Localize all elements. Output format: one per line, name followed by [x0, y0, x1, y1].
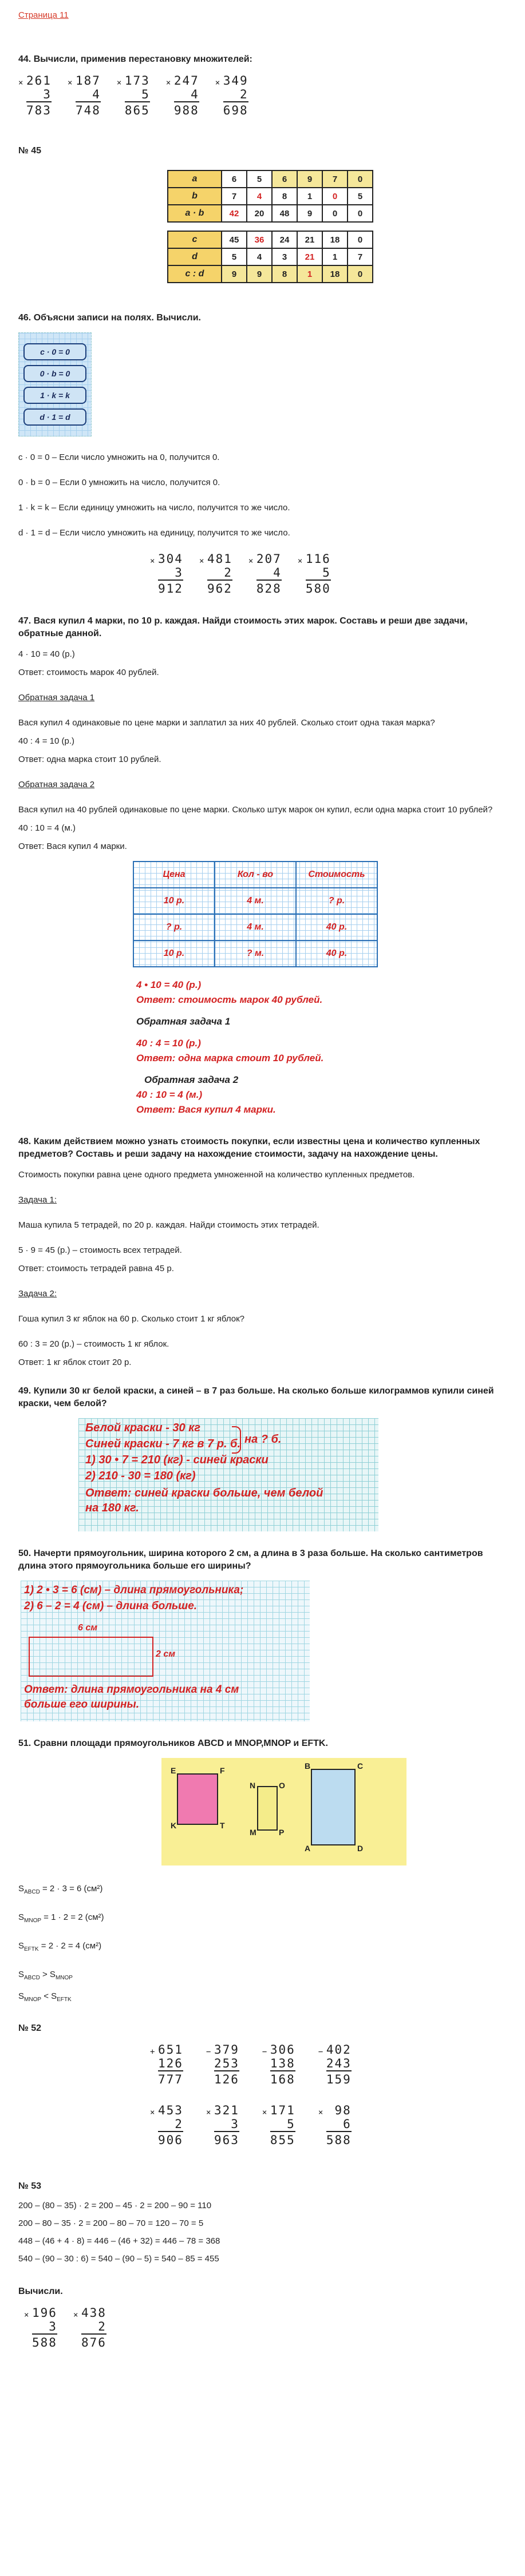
- table-cell: 6: [272, 170, 297, 188]
- column-operation: [73, 2306, 106, 2349]
- area-line: $S_{MNOP} = 1 \cdot 2 = 2$ (см²): [18, 1912, 104, 1924]
- table-cell: 20: [247, 205, 272, 222]
- column-operation: [68, 74, 101, 117]
- text-line: 1 · k = k – Если единицу умножить на число, получится то же число.: [18, 503, 290, 513]
- calc-line: 540 – (90 – 30 : 6) = 540 – (90 – 5) = 540 – 85 = 455: [18, 2254, 219, 2264]
- task-52-title: № 52: [18, 2023, 42, 2033]
- handwritten-line: 2) 210 - 30 = 180 (кг): [85, 1470, 196, 1482]
- operand-top: 438: [81, 2306, 106, 2320]
- column-operation: [24, 2306, 57, 2349]
- operation-sign: ×: [73, 2311, 78, 2320]
- task-44-title: 44. Вычисли, применив перестановку множителей:: [18, 54, 252, 64]
- rectangle-mnop: [258, 1787, 277, 1830]
- operation-result: 962: [207, 582, 232, 596]
- text-line: Стоимость покупки равна цене одного предмета умноженной на количество купленных предметов.: [18, 1170, 415, 1180]
- operand-bottom: 5: [125, 88, 150, 102]
- calc-line: 200 – (80 – 35) · 2 = 200 – 45 · 2 = 200 – 90 = 110: [18, 2201, 212, 2210]
- operand-bottom: 2: [223, 88, 248, 102]
- vertex-label: B: [305, 1761, 311, 1771]
- operation-result: 698: [223, 104, 248, 117]
- table-cell: 45: [222, 231, 247, 248]
- task-45-table-2: [167, 231, 373, 283]
- text-line: Маша купила 5 тетрадей, по 20 р. каждая. Найди стоимость этих тетрадей.: [18, 1220, 319, 1230]
- table-cell: ? м.: [215, 940, 296, 967]
- table-cell: ? р.: [133, 914, 215, 940]
- operation-result: 988: [173, 104, 199, 117]
- column-operation: [150, 552, 183, 596]
- table-row: [168, 265, 373, 283]
- brace-mark: [232, 1426, 241, 1454]
- operand-bottom: 253: [214, 2057, 239, 2070]
- column-operation: [262, 2043, 295, 2086]
- operand-top: 187: [75, 74, 101, 88]
- operand-bottom: 3: [158, 566, 183, 581]
- column-operation: [298, 552, 331, 596]
- operand-top: 116: [305, 552, 331, 566]
- operand-top: 321: [214, 2103, 239, 2117]
- table-cell: ? р.: [296, 888, 377, 914]
- table-cell: 0: [348, 231, 373, 248]
- column-operation: [150, 2103, 183, 2147]
- subheading: Обратная задача 1: [18, 693, 95, 702]
- vertex-label: K: [171, 1821, 177, 1830]
- operand-top: 98: [334, 2103, 352, 2117]
- operation-sign: ×: [24, 2311, 29, 2320]
- operand-bottom: 4: [256, 566, 282, 581]
- operand-top: 247: [173, 74, 199, 88]
- operand-top: 453: [158, 2103, 183, 2117]
- task-46-margin-notes: [18, 332, 92, 436]
- vertex-label: E: [171, 1766, 176, 1775]
- table-cell: 9: [297, 205, 322, 222]
- text-line: 40 : 4 = 10 (р.): [18, 736, 74, 746]
- table-row: [133, 862, 377, 888]
- table-cell: 1: [297, 188, 322, 205]
- margin-note: d · 1 = d: [23, 408, 86, 426]
- column-header: Цена: [133, 862, 215, 888]
- margin-note: 0 · b = 0: [23, 365, 86, 382]
- task-48-title: 48. Каким действием можно узнать стоимость покупки, если известны цена и количество купленных предметов? Составь и реши задачу на нахождение стоимости, задачу на нахождение цены.: [18, 1137, 480, 1159]
- operation-result: 159: [326, 2073, 352, 2086]
- table-cell: 40 р.: [296, 914, 377, 940]
- table-cell: 4 м.: [215, 888, 296, 914]
- operand-bottom: 3: [32, 2320, 57, 2335]
- operation-sign: +: [150, 2047, 155, 2057]
- operand-bottom: 126: [158, 2057, 183, 2070]
- operand-top: 481: [207, 552, 232, 566]
- table-cell: 18: [322, 265, 348, 283]
- rectangle-width-label: 2 см: [156, 1649, 176, 1659]
- operand-top: 207: [256, 552, 282, 566]
- table-cell: 0: [322, 205, 348, 222]
- text-line: Гоша купил 3 кг яблок на 60 р. Сколько стоит 1 кг яблок?: [18, 1314, 244, 1324]
- rectangle-eftk: [177, 1774, 218, 1824]
- operand-top: 349: [223, 74, 248, 88]
- row-header: d: [168, 248, 222, 265]
- task-47-table: [133, 861, 378, 967]
- table-cell: 3: [272, 248, 297, 265]
- compare-line: $S_{MNOP} < S_{EFTK}$: [18, 1991, 72, 2003]
- text-line: Ответ: 1 кг яблок стоит 20 р.: [18, 1358, 132, 1367]
- column-operation: [117, 74, 150, 117]
- table-cell: 7: [322, 170, 348, 188]
- table-cell: 21: [297, 248, 322, 265]
- task-46-title: 46. Объясни записи на полях. Вычисли.: [18, 313, 201, 323]
- table-cell: 0: [348, 205, 373, 222]
- table-cell: 8: [272, 265, 297, 283]
- operand-bottom: 2: [81, 2320, 106, 2335]
- operation-result: 912: [158, 582, 183, 596]
- subheading: Задача 1:: [18, 1195, 57, 1205]
- operation-result: 580: [305, 582, 331, 596]
- vertex-label: C: [357, 1761, 364, 1771]
- operation-result: 855: [270, 2133, 295, 2147]
- operand-top: 173: [124, 74, 150, 88]
- operation-sign: ×: [116, 78, 122, 88]
- operation-sign: ×: [206, 2108, 211, 2117]
- task-52-row-1: [150, 2043, 507, 2086]
- operand-top: 304: [158, 552, 183, 566]
- table-cell: 10 р.: [133, 888, 215, 914]
- row-header: a: [168, 170, 222, 188]
- rectangle-abcd: [311, 1769, 355, 1845]
- task-46-columns: [150, 552, 507, 596]
- operand-top: 196: [32, 2306, 57, 2320]
- operation-result: 777: [158, 2073, 183, 2086]
- operand-bottom: 6: [326, 2117, 352, 2132]
- operation-sign: ×: [318, 2108, 323, 2117]
- operand-top: 171: [270, 2103, 295, 2117]
- handwritten-line: Обратная задача 2: [144, 1074, 239, 1085]
- column-header: Кол - во: [215, 862, 296, 888]
- table-cell: 1: [297, 265, 322, 283]
- rectangle-length-label: 6 см: [78, 1623, 98, 1633]
- vertex-label: F: [220, 1766, 225, 1775]
- row-header: c: [168, 231, 222, 248]
- table-row: [133, 888, 377, 914]
- text-line: Ответ: Вася купил 4 марки.: [18, 842, 127, 851]
- handwritten-line: больше его ширины.: [24, 1698, 140, 1710]
- operation-result: 588: [326, 2133, 352, 2147]
- table-cell: 7: [222, 188, 247, 205]
- handwritten-line: Белой краски - 30 кг: [85, 1422, 201, 1434]
- table-row: [168, 248, 373, 265]
- question-mark-label: на ? б.: [244, 1433, 282, 1446]
- text-line: 4 · 10 = 40 (р.): [18, 649, 75, 659]
- column-operation: [318, 2103, 352, 2147]
- handwritten-line: 4 • 10 = 40 (р.): [136, 979, 202, 990]
- area-line: $S_{EFTK} = 2 \cdot 2 = 4$ (см²): [18, 1941, 102, 1952]
- table-cell: 4: [247, 248, 272, 265]
- table-cell: 5: [222, 248, 247, 265]
- calc-line: 448 – (46 + 4 · 8) = 446 – (46 + 32) = 446 – 78 = 368: [18, 2236, 220, 2246]
- table-row: [133, 914, 377, 940]
- row-header: a · b: [168, 205, 222, 222]
- task-53-title: № 53: [18, 2181, 42, 2191]
- handwritten-line: на 180 кг.: [85, 1502, 139, 1514]
- column-operation: [262, 2103, 295, 2147]
- operation-result: 906: [158, 2133, 183, 2147]
- operand-top: 261: [26, 74, 52, 88]
- table-cell: 0: [348, 170, 373, 188]
- handwritten-line: 2) 6 – 2 = 4 (см) – длина больше.: [24, 1600, 198, 1612]
- area-line: $S_{ABCD} = 2 \cdot 3 = 6$ (см²): [18, 1884, 103, 1895]
- text-line: Ответ: стоимость марок 40 рублей.: [18, 668, 159, 677]
- task-44-columns: [18, 74, 507, 117]
- operation-sign: ×: [150, 557, 155, 566]
- handwritten-line: Ответ: стоимость марок 40 рублей.: [136, 994, 323, 1005]
- text-line: Ответ: стоимость тетрадей равна 45 р.: [18, 1264, 174, 1273]
- handwritten-line: Обратная задача 1: [136, 1016, 231, 1027]
- operand-bottom: 3: [214, 2117, 239, 2132]
- operand-bottom: 243: [326, 2057, 352, 2070]
- operand-bottom: 5: [270, 2117, 295, 2132]
- calc-line: 200 – 80 – 35 · 2 = 200 – 80 – 70 = 120 – 70 = 5: [18, 2218, 204, 2228]
- operand-bottom: 2: [158, 2117, 183, 2132]
- handwritten-line: Ответ: Вася купил 4 марки.: [136, 1104, 276, 1115]
- text-line: Вася купил 4 одинаковые по цене марки и заплатил за них 40 рублей. Сколько стоит одна такая марка?: [18, 718, 435, 728]
- column-operation: [150, 2043, 183, 2086]
- task-49-notebook-image: [78, 1418, 378, 1531]
- table-cell: 4 м.: [215, 914, 296, 940]
- operand-top: 402: [326, 2043, 352, 2057]
- operand-top: 651: [158, 2043, 183, 2057]
- row-header: b: [168, 188, 222, 205]
- operation-sign: ×: [297, 557, 303, 566]
- vertex-label: A: [305, 1844, 311, 1853]
- table-cell: 0: [348, 265, 373, 283]
- subheading: Обратная задача 2: [18, 780, 95, 789]
- table-row: [168, 170, 373, 188]
- column-operation: [166, 74, 199, 117]
- table-cell: 9: [247, 265, 272, 283]
- table-cell: 36: [247, 231, 272, 248]
- table-cell: 6: [222, 170, 247, 188]
- operation-sign: −: [262, 2047, 267, 2057]
- row-header: c : d: [168, 265, 222, 283]
- text-line: Вася купил на 40 рублей одинаковые по цене марки. Сколько штук марок он купил, если одна марка стоит 10 рублей?: [18, 805, 493, 815]
- operand-bottom: 5: [306, 566, 331, 581]
- operation-sign: ×: [262, 2108, 267, 2117]
- task-45-title: № 45: [18, 146, 42, 156]
- column-header: Стоимость: [296, 862, 377, 888]
- handwritten-line: 1) 2 • 3 = 6 (см) – длина прямоугольника;: [24, 1584, 244, 1596]
- table-cell: 8: [272, 188, 297, 205]
- operation-sign: ×: [215, 78, 220, 88]
- operation-sign: ×: [248, 557, 254, 566]
- task-45-table-1: [167, 170, 373, 223]
- task-47-title: 47. Вася купил 4 марки, по 10 р. каждая. Найди стоимость этих марок. Составь и реши две задачи, обратные данной.: [18, 616, 468, 638]
- table-cell: 9: [297, 170, 322, 188]
- table-cell: 10 р.: [133, 940, 215, 967]
- table-cell: 42: [222, 205, 247, 222]
- operation-sign: ×: [165, 78, 171, 88]
- operand-bottom: 3: [26, 88, 52, 102]
- task-52-row-2: [150, 2103, 507, 2147]
- operand-bottom: 4: [76, 88, 101, 102]
- handwritten-line: Ответ: одна марка стоит 10 рублей.: [136, 1053, 324, 1063]
- operand-bottom: 4: [174, 88, 199, 102]
- operation-result: 748: [75, 104, 101, 117]
- text-line: 0 · b = 0 – Если 0 умножить на число, получится 0.: [18, 478, 220, 487]
- text-line: 40 : 10 = 4 (м.): [18, 823, 76, 833]
- operation-sign: ×: [18, 78, 23, 88]
- operation-result: 783: [26, 104, 52, 117]
- task-final-title: Вычисли.: [18, 2287, 63, 2296]
- text-line: 60 : 3 = 20 (р.) – стоимость 1 кг яблок.: [18, 1339, 169, 1349]
- operand-top: 306: [270, 2043, 295, 2057]
- table-cell: 48: [272, 205, 297, 222]
- table-row: [168, 188, 373, 205]
- vertex-label: P: [279, 1828, 285, 1837]
- table-cell: 5: [247, 170, 272, 188]
- table-row: [133, 940, 377, 967]
- task-49-title: 49. Купили 30 кг белой краски, а синей – в 7 раз больше. На сколько больше килограммов купили синей краски, чем белой?: [18, 1386, 494, 1408]
- column-operation: [318, 2043, 352, 2086]
- task-final-columns: [24, 2306, 507, 2349]
- text-line: d · 1 = d – Если число умножить на единицу, получится то же число.: [18, 528, 290, 538]
- column-operation: [248, 552, 282, 596]
- table-row: [168, 231, 373, 248]
- page-link[interactable]: Страница 11: [18, 10, 69, 20]
- table-cell: 40 р.: [296, 940, 377, 967]
- operand-top: 379: [214, 2043, 239, 2057]
- table-cell: 7: [348, 248, 373, 265]
- handwritten-line: 1) 30 • 7 = 210 (кг) - синей краски: [85, 1454, 269, 1466]
- task-50-notebook-image: [21, 1581, 310, 1721]
- column-operation: [199, 552, 232, 596]
- column-operation: [18, 74, 52, 117]
- operation-result: 168: [270, 2073, 295, 2086]
- table-cell: 5: [348, 188, 373, 205]
- vertex-label: M: [250, 1828, 256, 1837]
- vertex-label: D: [357, 1844, 364, 1853]
- handwritten-line: Ответ: длина прямоугольника на 4 см: [24, 1684, 239, 1696]
- table-cell: 24: [272, 231, 297, 248]
- vertex-label: O: [279, 1781, 285, 1790]
- text-line: c · 0 = 0 – Если число умножить на 0, получится 0.: [18, 453, 220, 462]
- task-50-title: 50. Начерти прямоугольник, ширина которого 2 см, а длина в 3 раза больше. На сколько сантиметров длина этого прямоугольника больше его ширины?: [18, 1549, 483, 1571]
- compare-line: $S_{ABCD} > S_{MNOP}$: [18, 1970, 73, 1981]
- operation-result: 876: [81, 2336, 106, 2349]
- column-operation: [215, 74, 248, 117]
- table-cell: 9: [222, 265, 247, 283]
- operation-result: 588: [32, 2336, 57, 2349]
- task-51-title: 51. Сравни площади прямоугольников ABCD и MNOP,MNOP и EFTK.: [18, 1738, 328, 1748]
- task-51-rectangles-figure: [161, 1758, 406, 1865]
- text-line: Ответ: одна марка стоит 10 рублей.: [18, 755, 161, 764]
- drawn-rectangle: [29, 1637, 153, 1677]
- margin-note: c · 0 = 0: [23, 343, 86, 360]
- subheading: Задача 2:: [18, 1289, 57, 1299]
- operation-result: 828: [256, 582, 282, 596]
- table-cell: 4: [247, 188, 272, 205]
- column-operation: [206, 2103, 239, 2147]
- operand-bottom: 2: [207, 566, 232, 581]
- margin-note: 1 · k = k: [23, 387, 86, 404]
- handwritten-line: 40 : 10 = 4 (м.): [136, 1089, 203, 1100]
- text-line: 5 · 9 = 45 (р.) – стоимость всех тетрадей.: [18, 1245, 182, 1255]
- table-cell: 0: [322, 188, 348, 205]
- handwritten-line: Ответ: синей краски больше, чем белой: [85, 1487, 323, 1499]
- operation-sign: ×: [150, 2108, 155, 2117]
- operation-result: 865: [124, 104, 150, 117]
- vertex-label: T: [220, 1821, 225, 1830]
- operation-result: 126: [214, 2073, 239, 2086]
- table-cell: 1: [322, 248, 348, 265]
- table-cell: 21: [297, 231, 322, 248]
- table-row: [168, 205, 373, 222]
- operation-sign: ×: [67, 78, 73, 88]
- operation-sign: −: [318, 2047, 323, 2057]
- column-operation: [206, 2043, 239, 2086]
- task-45-tables: [18, 165, 507, 296]
- operand-bottom: 138: [270, 2057, 295, 2070]
- handwritten-line: 40 : 4 = 10 (р.): [136, 1038, 201, 1049]
- table-cell: 18: [322, 231, 348, 248]
- rectangles-drawing: [161, 1758, 406, 1865]
- vertex-label: N: [250, 1781, 256, 1790]
- operation-result: 963: [214, 2133, 239, 2147]
- handwritten-line: Синей краски - 7 кг в 7 р. б.: [85, 1438, 240, 1450]
- operation-sign: −: [206, 2047, 211, 2057]
- operation-sign: ×: [199, 557, 204, 566]
